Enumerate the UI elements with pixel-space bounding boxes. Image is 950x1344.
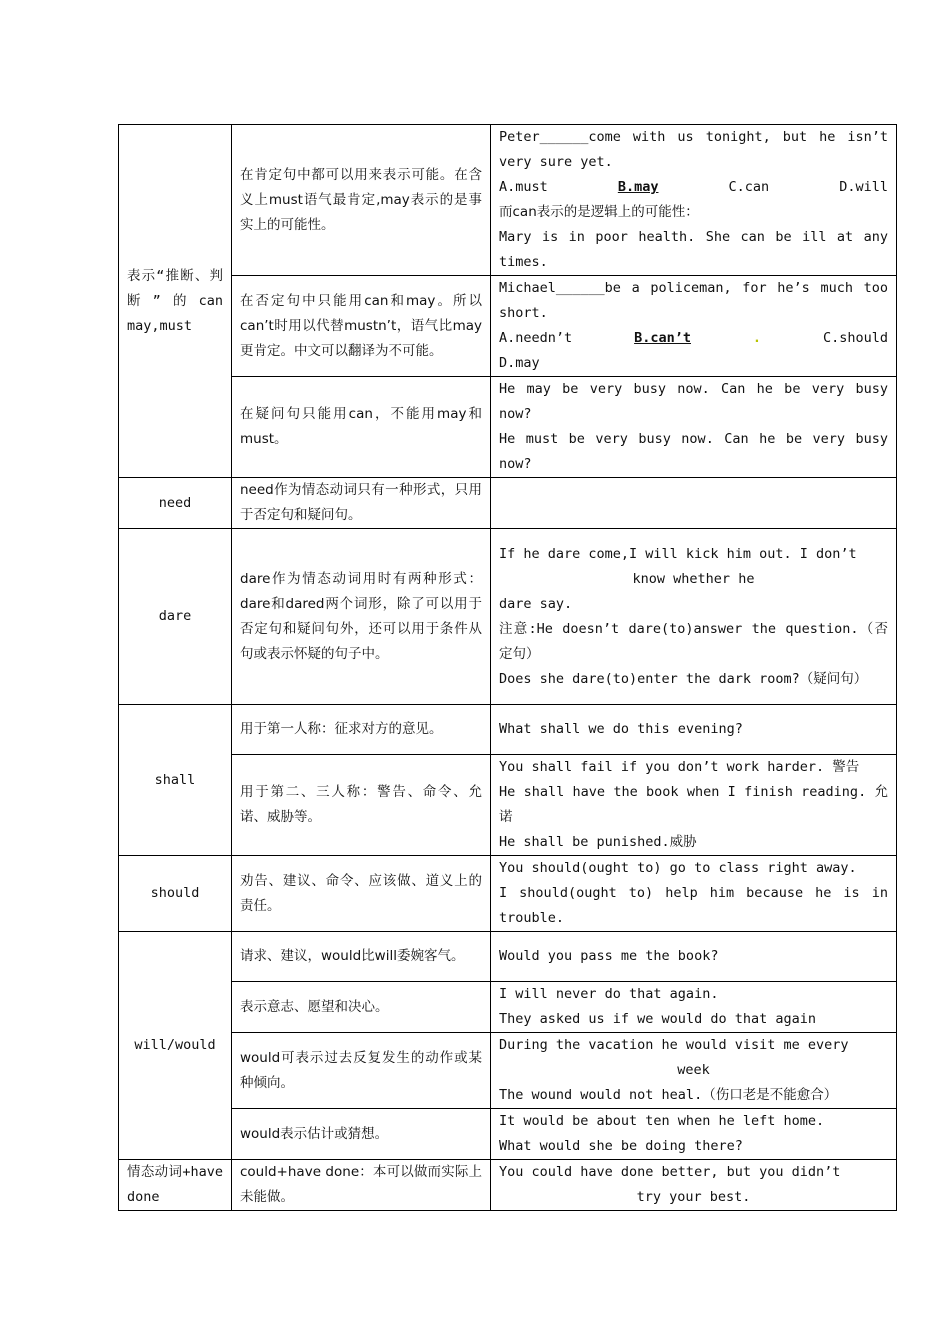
row-label-should: should xyxy=(119,856,232,932)
example-line: If he dare come,I will kick him out. I don’t xyxy=(499,545,857,562)
example-cell xyxy=(491,529,897,705)
usage-cell: 在否定句中只能用can和may。所以can’t时用以代替mustn’t，语气比may更肯定。中文可以翻译为不可能。 xyxy=(232,276,491,377)
example-cell xyxy=(491,932,897,982)
example-cell xyxy=(491,125,897,276)
marker-dot: . xyxy=(752,330,762,346)
usage-cell: need作为情态动词只有一种形式，只用于否定句和疑问句。 xyxy=(232,478,491,529)
example-line: You shall fail if you don’t work harder. 警告 xyxy=(499,759,860,775)
example-line: dare say. xyxy=(499,595,573,612)
usage-cell: 劝告、建议、命令、应该做、道义上的责任。 xyxy=(232,856,491,932)
example-cell xyxy=(491,705,897,755)
usage-cell: 在疑问句只能用can，不能用may和must。 xyxy=(232,377,491,478)
table-row xyxy=(119,932,897,982)
example-line: The wound would not heal.（伤口老是不能愈合） xyxy=(499,1087,838,1103)
example-line: 而can表示的是逻辑上的可能性： xyxy=(499,204,699,220)
option-c: C.should xyxy=(822,330,888,346)
example-line: You should(ought to) go to class right away. xyxy=(499,860,857,876)
example-line: You could have done better, but you didn’t xyxy=(499,1164,841,1180)
table-row xyxy=(119,276,897,377)
table-row xyxy=(119,1109,897,1160)
example-line: He may be very busy now. Can he be very busy now? xyxy=(499,381,888,422)
table-row xyxy=(119,1160,897,1211)
usage-cell: 表示意志、愿望和决心。 xyxy=(232,982,491,1033)
table-row xyxy=(119,478,897,529)
option-b-answer: B.can’t xyxy=(634,330,691,346)
option-c: C.can xyxy=(728,179,770,195)
options-line xyxy=(499,175,888,200)
usage-cell: dare作为情态动词用时有两种形式：dare和dared两个词形，除了可以用于否定句和疑问句外，还可以用于条件从句或表示怀疑的句子中。 xyxy=(232,529,491,705)
usage-cell: would可表示过去反复发生的动作或某种倾向。 xyxy=(232,1033,491,1109)
option-d: D.will xyxy=(839,179,888,195)
example-line: Mary is in poor health. She can be ill at any times. xyxy=(499,229,888,270)
table-row xyxy=(119,125,897,276)
option-b-answer: B.may xyxy=(617,179,659,195)
table-row xyxy=(119,1033,897,1109)
example-cell xyxy=(491,1160,897,1211)
usage-cell: could+have done：本可以做而实际上未能做。 xyxy=(232,1160,491,1211)
row-label-dare: dare xyxy=(119,529,232,705)
example-cell xyxy=(491,982,897,1033)
row-label-infer: 表示“推断、判断”的can may,must xyxy=(119,125,232,478)
usage-cell: 在肯定句中都可以用来表示可能。在含义上must语气最肯定,may表示的是事实上的可能性。 xyxy=(232,125,491,276)
example-line: What shall we do this evening? xyxy=(499,721,743,737)
example-line: It would be about ten when he left home. xyxy=(499,1113,825,1129)
example-line: Would you pass me the book? xyxy=(499,948,719,964)
example-cell xyxy=(491,377,897,478)
option-a: A.needn’t xyxy=(499,330,573,346)
example-line: He shall be punished.威胁 xyxy=(499,834,697,850)
row-label-need: need xyxy=(119,478,232,529)
table-row xyxy=(119,755,897,856)
example-cell xyxy=(491,1109,897,1160)
example-line: Michael______be a policeman, for he’s much too short. xyxy=(499,280,888,321)
row-label-will: will/would xyxy=(119,932,232,1160)
example-line: He shall have the book when I finish reading. 允诺 xyxy=(499,784,888,825)
usage-cell: would表示估计或猜想。 xyxy=(232,1109,491,1160)
example-line: What would she be doing there? xyxy=(499,1138,743,1154)
example-line: week xyxy=(677,1062,710,1078)
option-a: A.must xyxy=(499,179,548,195)
table-row xyxy=(119,377,897,478)
example-cell xyxy=(491,1033,897,1109)
example-line: Peter______come with us tonight, but he isn’t very sure yet. xyxy=(499,129,888,170)
example-line: They asked us if we would do that again xyxy=(499,1011,816,1027)
options-line xyxy=(499,326,888,351)
row-label-perfect: 情态动词+have done xyxy=(119,1160,232,1211)
example-line: I will never do that again. xyxy=(499,986,719,1002)
example-line: know whether he xyxy=(632,570,755,587)
example-cell xyxy=(491,478,897,529)
usage-cell: 用于第二、三人称：警告、命令、允诺、威胁等。 xyxy=(232,755,491,856)
example-cell xyxy=(491,856,897,932)
example-line: try your best. xyxy=(636,1189,751,1205)
table-row xyxy=(119,982,897,1033)
example-line: 注意:He doesn’t dare(to)answer the question.（否定句） xyxy=(499,620,888,662)
example-line: Does she dare(to)enter the dark room?（疑问句） xyxy=(499,670,868,687)
modal-verbs-table xyxy=(118,124,897,1211)
option-d: D.may xyxy=(499,355,540,371)
usage-cell: 用于第一人称：征求对方的意见。 xyxy=(232,705,491,755)
example-line: He must be very busy now. Can he be very busy now? xyxy=(499,431,888,472)
row-label-shall: shall xyxy=(119,705,232,856)
usage-cell: 请求、建议，would比will委婉客气。 xyxy=(232,932,491,982)
example-line: During the vacation he would visit me every xyxy=(499,1037,849,1053)
table-row xyxy=(119,529,897,705)
table-row xyxy=(119,705,897,755)
table-row xyxy=(119,856,897,932)
example-cell xyxy=(491,276,897,377)
example-cell xyxy=(491,755,897,856)
example-line: I should(ought to) help him because he is in trouble. xyxy=(499,885,888,926)
